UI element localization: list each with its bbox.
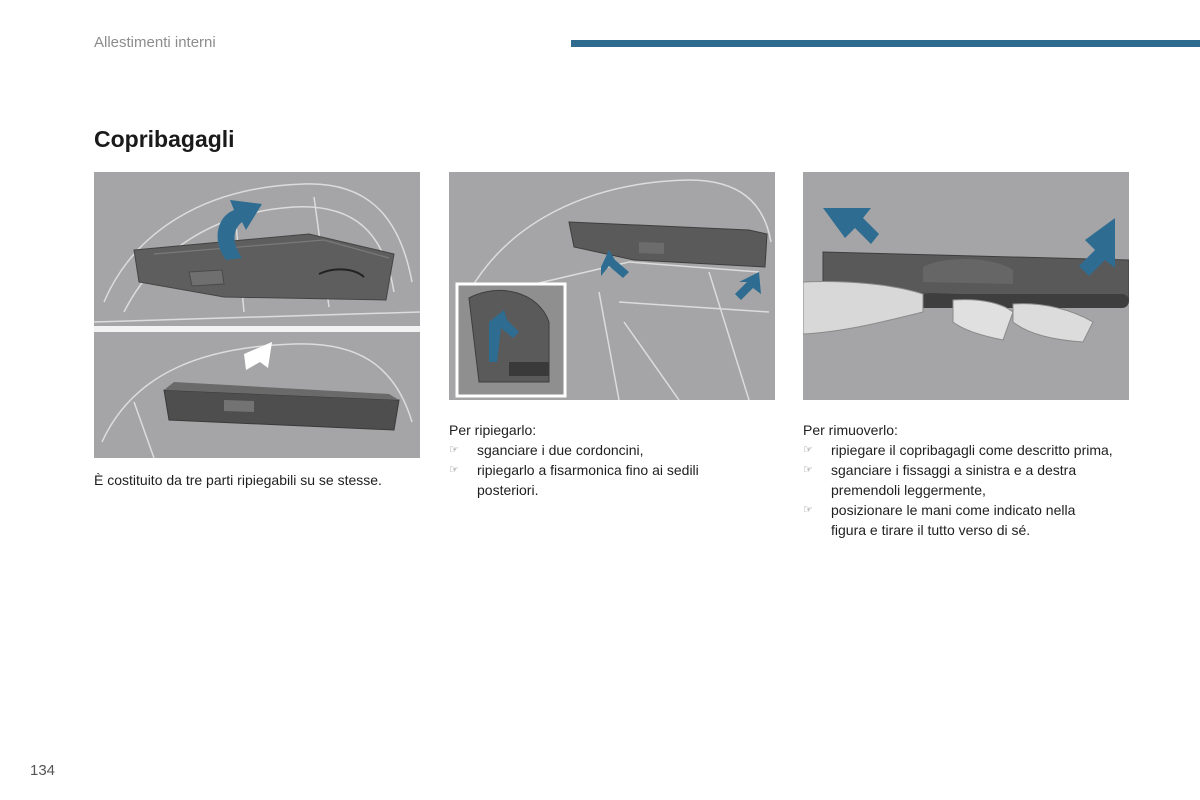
column-2-list	[449, 440, 749, 500]
column-3-intro: Per rimuoverlo:	[803, 422, 898, 438]
list-item: ☞ posizionare le mani come indicato nella figura e tirare il tutto verso di sé.	[803, 502, 1076, 538]
pointing-hand-icon: ☞	[449, 443, 459, 456]
list-item: ☞ ripiegare il copribagagli come descritto prima,	[803, 442, 1113, 458]
column-3-text	[803, 420, 1113, 540]
list-item: ☞ sganciare i fissaggi a sinistra e a destra premendoli leggermente,	[803, 462, 1077, 498]
column-1-text	[94, 470, 420, 490]
list-item: ☞ ripiegarlo a fisarmonica fino ai sedili posteriori.	[449, 462, 699, 498]
pointing-hand-icon: ☞	[449, 463, 459, 476]
pointing-hand-icon: ☞	[803, 463, 813, 476]
header-accent-bar	[571, 40, 1200, 47]
list-item: ☞ sganciare i due cordoncini,	[449, 442, 644, 458]
page-number: 134	[30, 762, 56, 779]
column-3-list	[803, 440, 1113, 540]
arrow-lift-left-icon	[823, 208, 879, 244]
page-title: Copribagagli	[94, 126, 235, 152]
figure-fold-cover	[94, 172, 420, 458]
figure-unhook-cords	[449, 172, 775, 400]
column-2-intro: Per ripiegarlo:	[449, 422, 537, 438]
pointing-hand-icon: ☞	[803, 503, 813, 516]
pointing-hand-icon: ☞	[803, 443, 813, 456]
column-1-intro: È costituito da tre parti ripiegabili su se stesse.	[94, 472, 382, 488]
section-label: Allestimenti interni	[94, 34, 216, 51]
figure-remove-cover	[803, 172, 1129, 400]
column-2-text	[449, 420, 749, 500]
